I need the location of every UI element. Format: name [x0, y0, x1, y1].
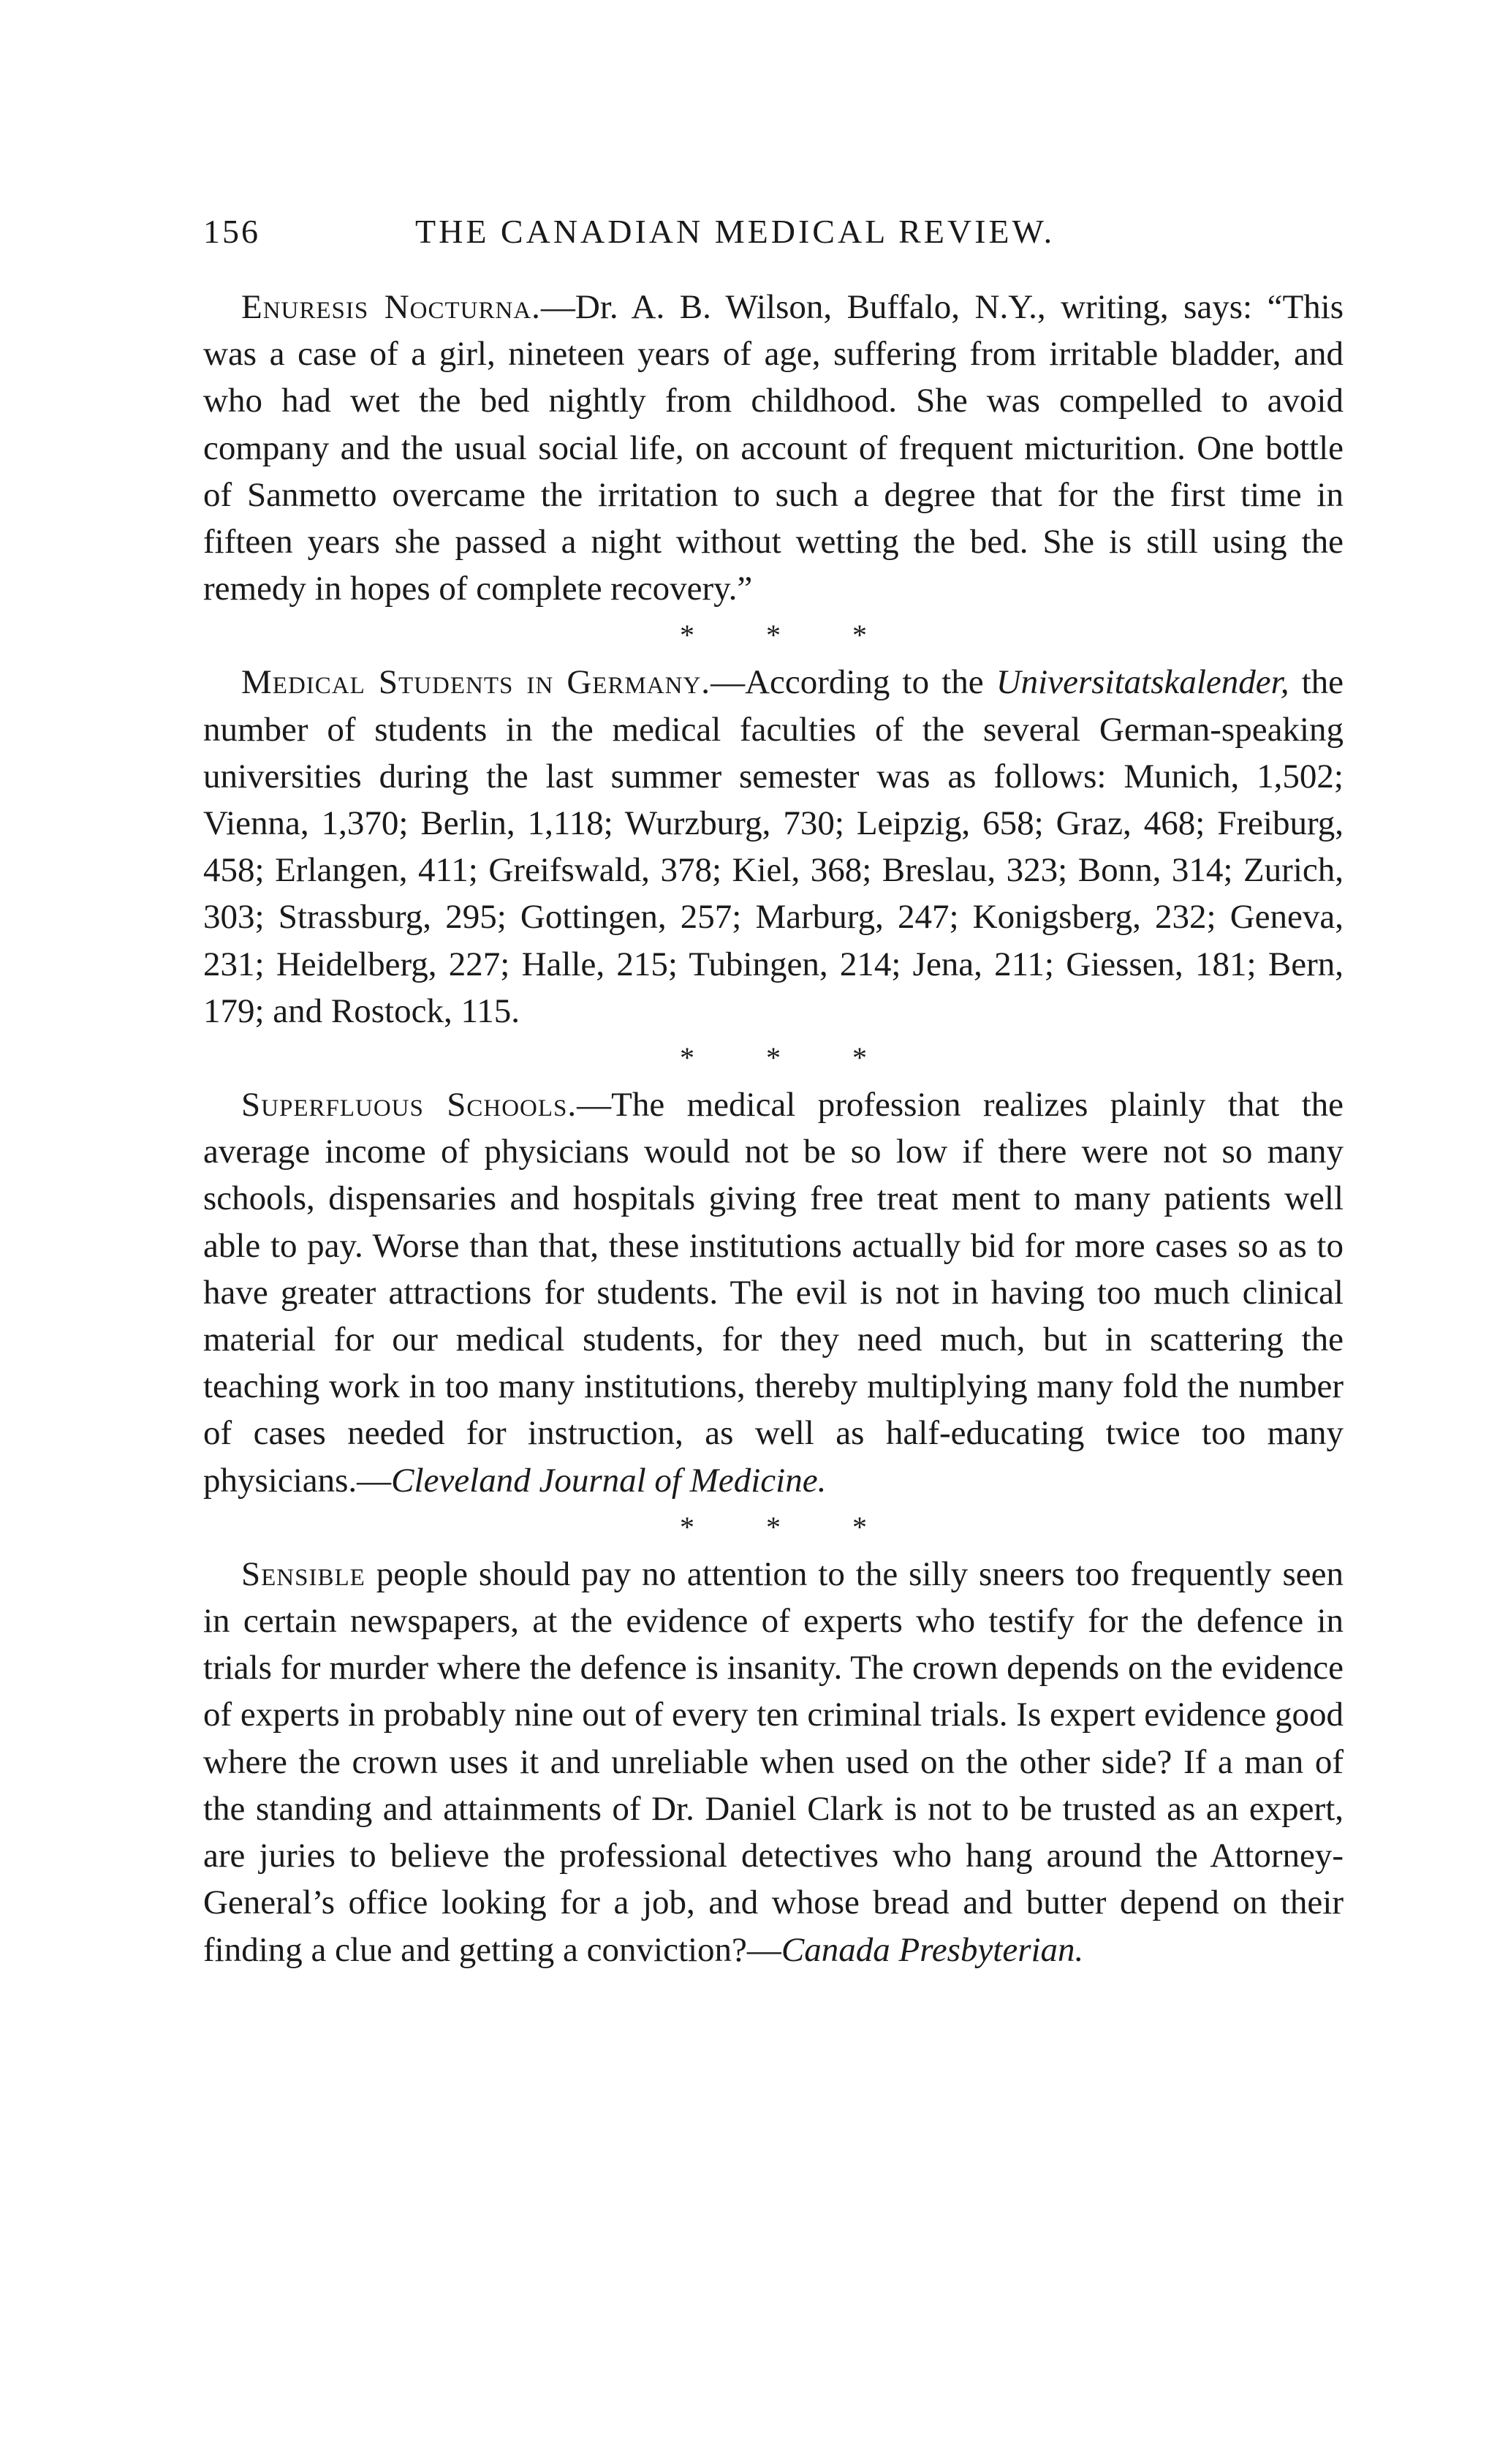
page-number: 156: [203, 213, 260, 250]
article-heading: Enuresis Nocturna.: [241, 288, 541, 326]
article-source: Cleveland Journal of Medicine.: [391, 1461, 827, 1500]
running-header: [203, 212, 1344, 263]
article-heading: Sensible: [241, 1554, 365, 1593]
article-heading: Superfluous Schools.: [241, 1086, 577, 1125]
article-expert-evidence: [203, 1551, 1344, 1973]
section-separator: * * *: [680, 619, 899, 652]
article-body: —The medical profession realizes plainly that the average income of physicians would not be so low if there were not so many schools, dispensaries and hospitals giving free treat ment to many patients well able to pay. Worse than that, these institutions actually bid for more cases so as to have greater attractions for students. The evil is not in having too much clinical material for our medical students, for they need much, but in scattering the teaching work in too many institutions, thereby multiplying many fold the number of cases needed for instruction, as well as half-educating twice too many physicians.—: [203, 1086, 1344, 1500]
italic-title: Universitatskalender,: [996, 663, 1289, 702]
article-enuresis-nocturna: [203, 284, 1344, 612]
section-separator: * * *: [680, 1510, 899, 1543]
article-body: the number of students in the medical faculties of the several German-speaking universities during the last summer semester was as follows: Munich, 1,502; Vienna, 1,370; Berlin, 1,118; Wurzburg, 730; Leipzig, 658; Graz, 468; Freiburg, 458; Erlangen, 411; Greifswald, 378; Kiel, 368; Breslau, 323; Bonn, 314; Zurich, 303; Strassburg, 295; Gottingen, 257; Marburg, 247; Konigsberg, 232; Geneva, 231; Heidelberg, 227; Halle, 215; Tubingen, 214; Jena, 211; Giessen, 181; Bern, 179; and Rostock, 115.: [203, 663, 1344, 1030]
article-body: people should pay no attention to the silly sneers too frequently seen in certain newspapers, at the evidence of experts who testify for the defence in trials for murder where the defence is insanity. The crown depends on the evidence of experts in probably nine out of every ten criminal trials. Is expert evidence good where the crown uses it and unreliable when used on the other side? If a man of the standing and attainments of Dr. Daniel Clark is not to be trusted as an expert, are juries to believe the professional detectives who hang around the Attorney-General’s office looking for a job, and whose bread and butter depend on their finding a clue and getting a conviction?—: [203, 1554, 1344, 1969]
journal-title: THE CANADIAN MEDICAL REVIEW.: [415, 213, 1056, 250]
article-body-intro: —According to the: [711, 663, 996, 702]
article-heading: Medical Students in Germany.: [241, 663, 711, 702]
document-page: [203, 212, 1344, 1973]
article-medical-students-germany: [203, 659, 1344, 1035]
article-body: —Dr. A. B. Wilson, Buffalo, N.Y., writing, says: “This was a case of a girl, nineteen years of age, suffering from irritable bladder, and who had wet the bed nightly from childhood. She was compelled to avoid company and the usual social life, on account of frequent micturition. One bottle of Sanmetto overcame the irritation to such a degree that for the first time in fifteen years she passed a night without wetting the bed. She is still using the remedy in hopes of complete recovery.”: [203, 288, 1344, 608]
article-superfluous-schools: [203, 1081, 1344, 1504]
section-separator: * * *: [680, 1041, 899, 1075]
article-source: Canada Presbyterian.: [781, 1930, 1084, 1969]
